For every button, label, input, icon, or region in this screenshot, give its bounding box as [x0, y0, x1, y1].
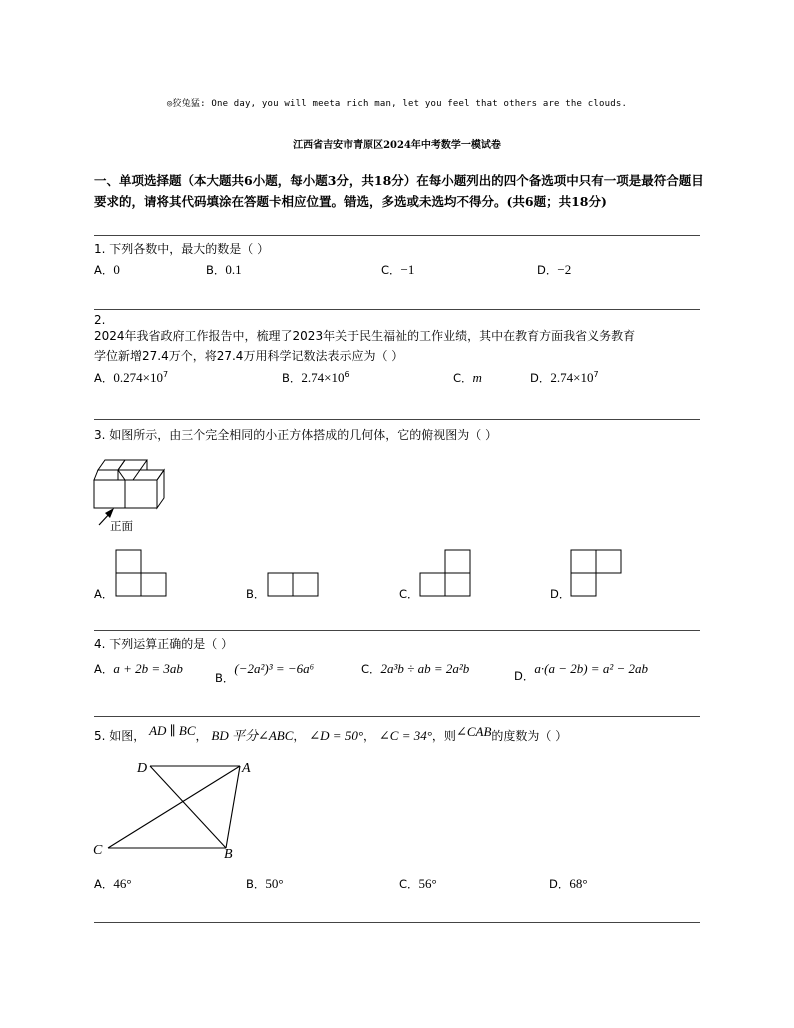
divider	[94, 922, 700, 923]
condition-bisector: BD 平分∠ABC	[211, 728, 294, 743]
option-label: D．	[530, 371, 551, 385]
q1-option-d[interactable]	[537, 262, 571, 278]
q4-option-c[interactable]	[361, 661, 469, 677]
cube-figure	[90, 455, 180, 535]
q1-option-c[interactable]	[381, 262, 414, 278]
option-exponent: 6	[344, 370, 350, 379]
option-base: 2.74×10	[550, 370, 594, 385]
q5-option-a[interactable]	[94, 876, 132, 892]
option-value: −1	[400, 262, 415, 277]
option-label: B．	[206, 263, 226, 277]
question-3-stem: 3. 如图所示，由三个完全相同的小正方体搭成的几何体，它的俯视图为（ ）	[94, 428, 498, 442]
option-label: B．	[282, 371, 302, 385]
label-d: D	[137, 761, 148, 776]
q3-option-b-view	[266, 571, 322, 599]
divider	[94, 716, 700, 717]
option-value: 0	[113, 262, 120, 277]
stem-prefix: 5. 如图，	[94, 729, 146, 743]
q4-option-b[interactable]	[215, 661, 315, 685]
q3-option-d[interactable]: D．	[550, 587, 571, 601]
q3-option-b[interactable]: B．	[246, 587, 266, 601]
q1-option-a[interactable]	[94, 262, 120, 278]
option-base: m	[472, 370, 482, 385]
option-label: B．	[215, 671, 235, 685]
option-label: D．	[549, 877, 570, 891]
label-c: C	[93, 843, 103, 858]
target-angle: ∠CAB	[455, 724, 492, 739]
option-label: A．	[94, 877, 114, 891]
option-label: A．	[94, 263, 114, 277]
q2-option-d[interactable]	[530, 370, 599, 386]
option-value: 46°	[113, 876, 132, 891]
divider	[94, 235, 700, 236]
divider	[94, 630, 700, 631]
divider	[94, 309, 700, 310]
question-2-number: 2.	[94, 313, 106, 327]
q3-option-c-view	[418, 548, 474, 600]
q1-option-b[interactable]	[206, 262, 242, 278]
q2-option-b[interactable]	[282, 370, 350, 386]
option-expression: a·(a − 2b) = a² − 2ab	[534, 661, 648, 676]
option-expression: (−2a²)³ = −6a⁶	[234, 661, 315, 676]
option-expression: 2a³b ÷ ab = 2a²b	[380, 661, 470, 676]
q2-option-a[interactable]	[94, 370, 168, 386]
separator: ，	[195, 729, 208, 743]
separator: ，	[363, 729, 376, 743]
front-label: 正面	[110, 519, 133, 533]
option-label: B．	[246, 877, 266, 891]
option-label: C．	[381, 263, 401, 277]
q3-option-a[interactable]: A．	[94, 587, 114, 601]
option-label: A．	[94, 371, 114, 385]
q3-option-d-view	[569, 548, 625, 600]
question-2-line-2: 学位新增27.4万个，将27.4万用科学记数法表示应为（ ）	[94, 349, 404, 363]
q4-option-a[interactable]	[94, 661, 183, 677]
geometry-figure	[90, 756, 260, 862]
option-value: 68°	[569, 876, 588, 891]
condition-angle-c: ∠C = 34°	[378, 728, 432, 743]
condition-parallel: AD ∥ BC	[149, 723, 196, 738]
option-base: 2.74×10	[301, 370, 345, 385]
separator: ，则	[431, 729, 456, 743]
option-value: 50°	[265, 876, 284, 891]
option-base: 0.274×10	[113, 370, 163, 385]
question-2-line-1: 2024年我省政府工作报告中，梳理了2023年关于民生福祉的工作业绩，其中在教育方面我省义务教育	[94, 329, 636, 343]
option-value: 0.1	[225, 262, 242, 277]
option-label: A．	[94, 662, 114, 676]
q3-option-a-view	[114, 548, 170, 600]
q2-option-c[interactable]	[453, 370, 482, 386]
label-b: B	[224, 847, 233, 862]
option-label: C．	[361, 662, 381, 676]
q4-option-d[interactable]	[514, 661, 648, 683]
question-4-stem: 4. 下列运算正确的是（ ）	[94, 637, 234, 651]
q5-option-d[interactable]	[549, 876, 588, 892]
label-a: A	[242, 761, 251, 776]
section-heading: 一、单项选择题（本大题共6小题，每小题3分，共18分）在每小题列出的四个备选项中只有一项是最符合题目要求的，请将其代码填涂在答题卡相应位置。错选，多选或未选均不得分。(共6题；共18分)	[94, 173, 704, 209]
question-1-stem: 1. 下列各数中，最大的数是（ ）	[94, 242, 270, 256]
option-exponent: 7	[162, 370, 169, 379]
option-label: C．	[399, 877, 419, 891]
separator: ，	[293, 729, 306, 743]
q3-option-c[interactable]: C．	[399, 587, 419, 601]
condition-angle-d: ∠D = 50°	[309, 728, 364, 743]
q5-option-c[interactable]	[399, 876, 437, 892]
divider	[94, 419, 700, 420]
option-value: 56°	[418, 876, 437, 891]
option-expression: a + 2b = 3ab	[113, 661, 183, 676]
question-5-stem	[94, 725, 567, 744]
exam-title: 江西省吉安市青原区2024年中考数学一模试卷	[293, 140, 501, 151]
motto-line: ◎狡兔猛: One day, you will meeta rich man, let you feel that others are the clouds.	[166, 99, 628, 109]
option-label: D．	[514, 669, 535, 683]
stem-suffix: 的度数为（ ）	[491, 729, 568, 743]
q5-option-b[interactable]	[246, 876, 284, 892]
option-exponent: 7	[593, 370, 599, 379]
option-value: −2	[557, 262, 572, 277]
option-label: C．	[453, 371, 473, 385]
option-label: D．	[537, 263, 558, 277]
